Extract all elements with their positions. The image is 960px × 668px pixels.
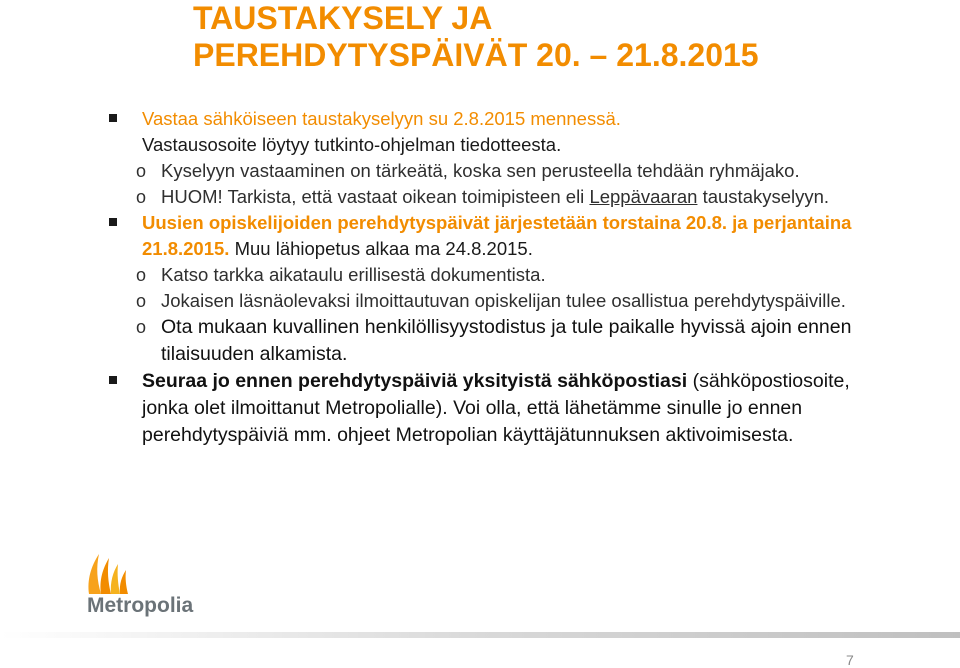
title-line-2: PEREHDYTYSPÄIVÄT 20. – 21.8.2015 [193, 37, 759, 73]
circle-bullet-icon: o [136, 317, 147, 337]
sub-bullet-id-card [109, 314, 879, 368]
circle-bullet-icon: o [136, 265, 147, 285]
square-bullet-icon [109, 114, 117, 122]
bullet-orientation-days [109, 210, 879, 262]
sub-bullet-attendance [109, 288, 879, 314]
page-number: 7 [846, 652, 854, 668]
slide-title [193, 0, 933, 74]
sub-bullet-schedule [109, 262, 879, 288]
bullet-survey-link-info: Vastausosoite löytyy tutkinto-ohjelman tiedotteesta. [142, 134, 562, 155]
logo-wordmark: Metropolia [87, 594, 194, 617]
sub-bullet-group-info [109, 158, 879, 184]
sub-bullet-text: Kyselyyn vastaaminen on tärkeätä, koska sen perusteella tehdään ryhmäjako. [161, 160, 800, 181]
sub-bullet-text-before: HUOM! Tarkista, että vastaat oikean toimipisteen eli [161, 186, 590, 207]
bullet-survey [109, 106, 879, 158]
bullet-email [109, 368, 879, 449]
orientation-dates: Uusien opiskelijoiden perehdytyspäivät järjestetään torstaina 20.8. ja perjantaina 21.8.2015. [142, 212, 852, 259]
circle-bullet-icon: o [136, 161, 147, 181]
slide-content [109, 106, 879, 449]
email-details: (sähköpostiosoite, jonka olet ilmoittanut Metropolialle). Voi olla, että lähetämme sinulle jo ennen perehdytyspäiviä mm. ohjeet Metropolian käyttäjätunnuksen aktivoimisesta. [142, 370, 850, 446]
square-bullet-icon [109, 376, 117, 384]
title-line-1: TAUSTAKYSELY JA [193, 0, 493, 36]
email-heading: Seuraa jo ennen perehdytyspäiviä yksityistä sähköpostiasi [142, 370, 688, 392]
square-bullet-icon [109, 218, 117, 226]
sub-bullet-text: Jokaisen läsnäolevaksi ilmoittautuvan opiskelijan tulee osallistua perehdytyspäiville. [161, 290, 846, 311]
campus-link[interactable]: Leppävaaran [589, 186, 698, 207]
circle-bullet-icon: o [136, 187, 147, 207]
bullet-survey-deadline: Vastaa sähköiseen taustakyselyyn su 2.8.2015 mennessä. [142, 108, 621, 129]
sub-bullet-text: Ota mukaan kuvallinen henkilöllisyystodistus ja tule paikalle hyvissä ajoin ennen tilaisuuden alkamista. [161, 316, 852, 365]
circle-bullet-icon: o [136, 291, 147, 311]
teaching-start: Muu lähiopetus alkaa ma 24.8.2015. [229, 238, 533, 259]
metropolia-logo [83, 550, 223, 630]
footer-divider [0, 632, 960, 638]
sub-bullet-text-after: taustakyselyyn. [697, 186, 830, 207]
metropolia-flame-icon [88, 554, 128, 594]
sub-bullet-text: Katso tarkka aikataulu erillisestä dokumentista. [161, 264, 546, 285]
sub-bullet-check-campus [109, 184, 879, 210]
